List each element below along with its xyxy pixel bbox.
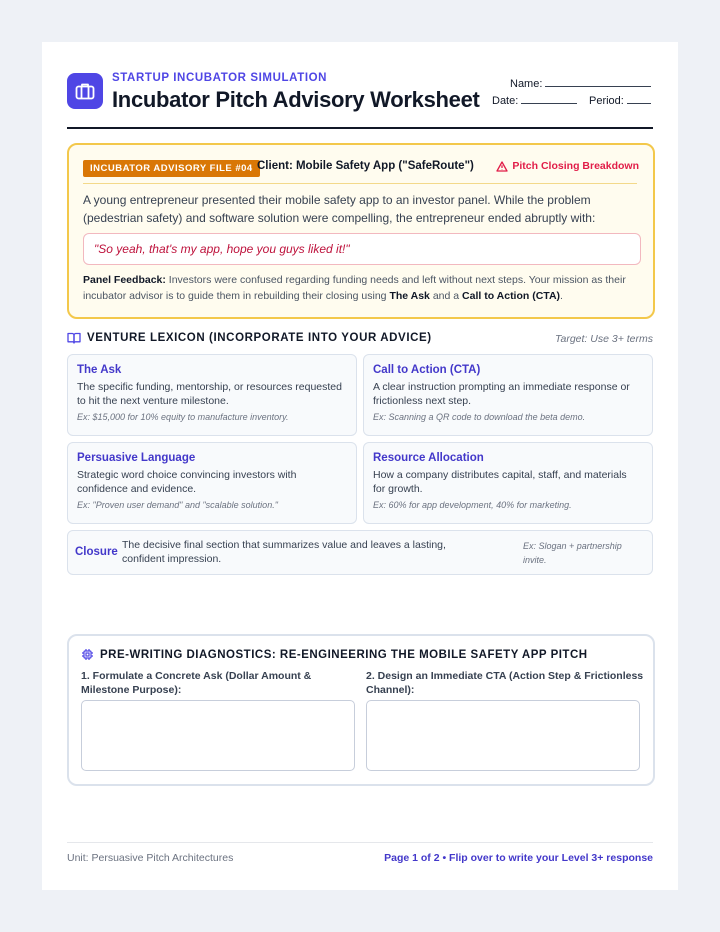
- header-rule: [67, 127, 653, 129]
- lexicon-definition: Strategic word choice convincing investors with confidence and evidence.: [77, 469, 297, 495]
- lexicon-card-closure: [67, 530, 653, 575]
- case-intro: A young entrepreneur presented their mobile safety app to an investor panel. While the problem (pedestrian safety) and software solution were compelling, the entrepreneur ended abruptly with:: [83, 193, 596, 225]
- worksheet-page: [42, 42, 678, 890]
- lexicon-definition: The specific funding, mentorship, or resources requested to hit the next venture milestone.: [77, 381, 342, 407]
- book-icon: [67, 332, 81, 344]
- lexicon-example: Ex: Scanning a QR code to download the beta demo.: [373, 412, 586, 422]
- page-title: Incubator Pitch Advisory Worksheet: [112, 87, 480, 112]
- lexicon-term: The Ask: [77, 364, 122, 376]
- question-cta-label: 2. Design an Immediate CTA (Action Step & Frictionless Channel):: [366, 670, 644, 696]
- briefcase-icon: [67, 73, 103, 109]
- lexicon-definition: The decisive final section that summarizes value and leaves a lasting, confident impression.: [122, 539, 446, 565]
- diagnostics-heading: PRE-WRITING DIAGNOSTICS: RE-ENGINEERING THE MOBILE SAFETY APP PITCH: [81, 648, 588, 661]
- case-badge: INCUBATOR ADVISORY FILE #04: [83, 160, 260, 177]
- lexicon-target: Target: Use 3+ terms: [555, 333, 653, 345]
- answer-cta-box[interactable]: [366, 700, 640, 771]
- footer-rule: [67, 842, 653, 843]
- date-field[interactable]: Date:: [492, 93, 577, 107]
- question-ask-label: 1. Formulate a Concrete Ask (Dollar Amount & Milestone Purpose):: [81, 670, 312, 696]
- panel-feedback: Panel Feedback: Investors were confused regarding funding needs and left without next steps. Your mission as their incubator advisor is to guide them in rebuilding their closing using The Ask and a Call to Action (CTA).: [83, 274, 626, 302]
- lexicon-term: Persuasive Language: [77, 452, 196, 464]
- name-field[interactable]: Name:: [510, 76, 651, 90]
- lexicon-definition: A clear instruction prompting an immediate response or frictionless next step.: [373, 381, 630, 407]
- footer-page-note: Page 1 of 2 • Flip over to write your Level 3+ response: [384, 852, 653, 864]
- lexicon-card-cta: [363, 354, 653, 436]
- entrepreneur-quote: "So yeah, that's my app, hope you guys liked it!": [83, 233, 641, 265]
- lexicon-term: Call to Action (CTA): [373, 364, 481, 376]
- case-divider: [83, 183, 637, 184]
- lexicon-term: Resource Allocation: [373, 452, 484, 464]
- lexicon-definition: How a company distributes capital, staff, and materials for growth.: [373, 469, 627, 495]
- lexicon-example: Ex: 60% for app development, 40% for marketing.: [373, 500, 572, 510]
- lexicon-term: Closure: [75, 546, 118, 558]
- footer-unit: Unit: Persuasive Pitch Architectures: [67, 852, 234, 864]
- period-field[interactable]: Period:: [589, 93, 651, 107]
- worksheet-eyebrow: STARTUP INCUBATOR SIMULATION: [112, 72, 328, 84]
- lexicon-card-persuasive-language: [67, 442, 357, 524]
- lexicon-card-resource-allocation: [363, 442, 653, 524]
- lexicon-example: Ex: Slogan + partnership invite.: [523, 541, 622, 565]
- alert-label: Pitch Closing Breakdown: [496, 160, 639, 172]
- warning-icon: [496, 161, 508, 172]
- client-name: Client: Mobile Safety App ("SafeRoute"): [257, 160, 474, 172]
- lexicon-heading: VENTURE LEXICON (INCORPORATE INTO YOUR ADVICE): [67, 332, 432, 344]
- lexicon-card-the-ask: [67, 354, 357, 436]
- answer-ask-box[interactable]: [81, 700, 355, 771]
- chip-icon: [81, 648, 94, 661]
- case-file-panel: [67, 143, 655, 319]
- diagnostics-panel: [67, 634, 655, 786]
- lexicon-example: Ex: $15,000 for 10% equity to manufacture inventory.: [77, 412, 289, 422]
- lexicon-example: Ex: "Proven user demand" and "scalable solution.": [77, 500, 278, 510]
